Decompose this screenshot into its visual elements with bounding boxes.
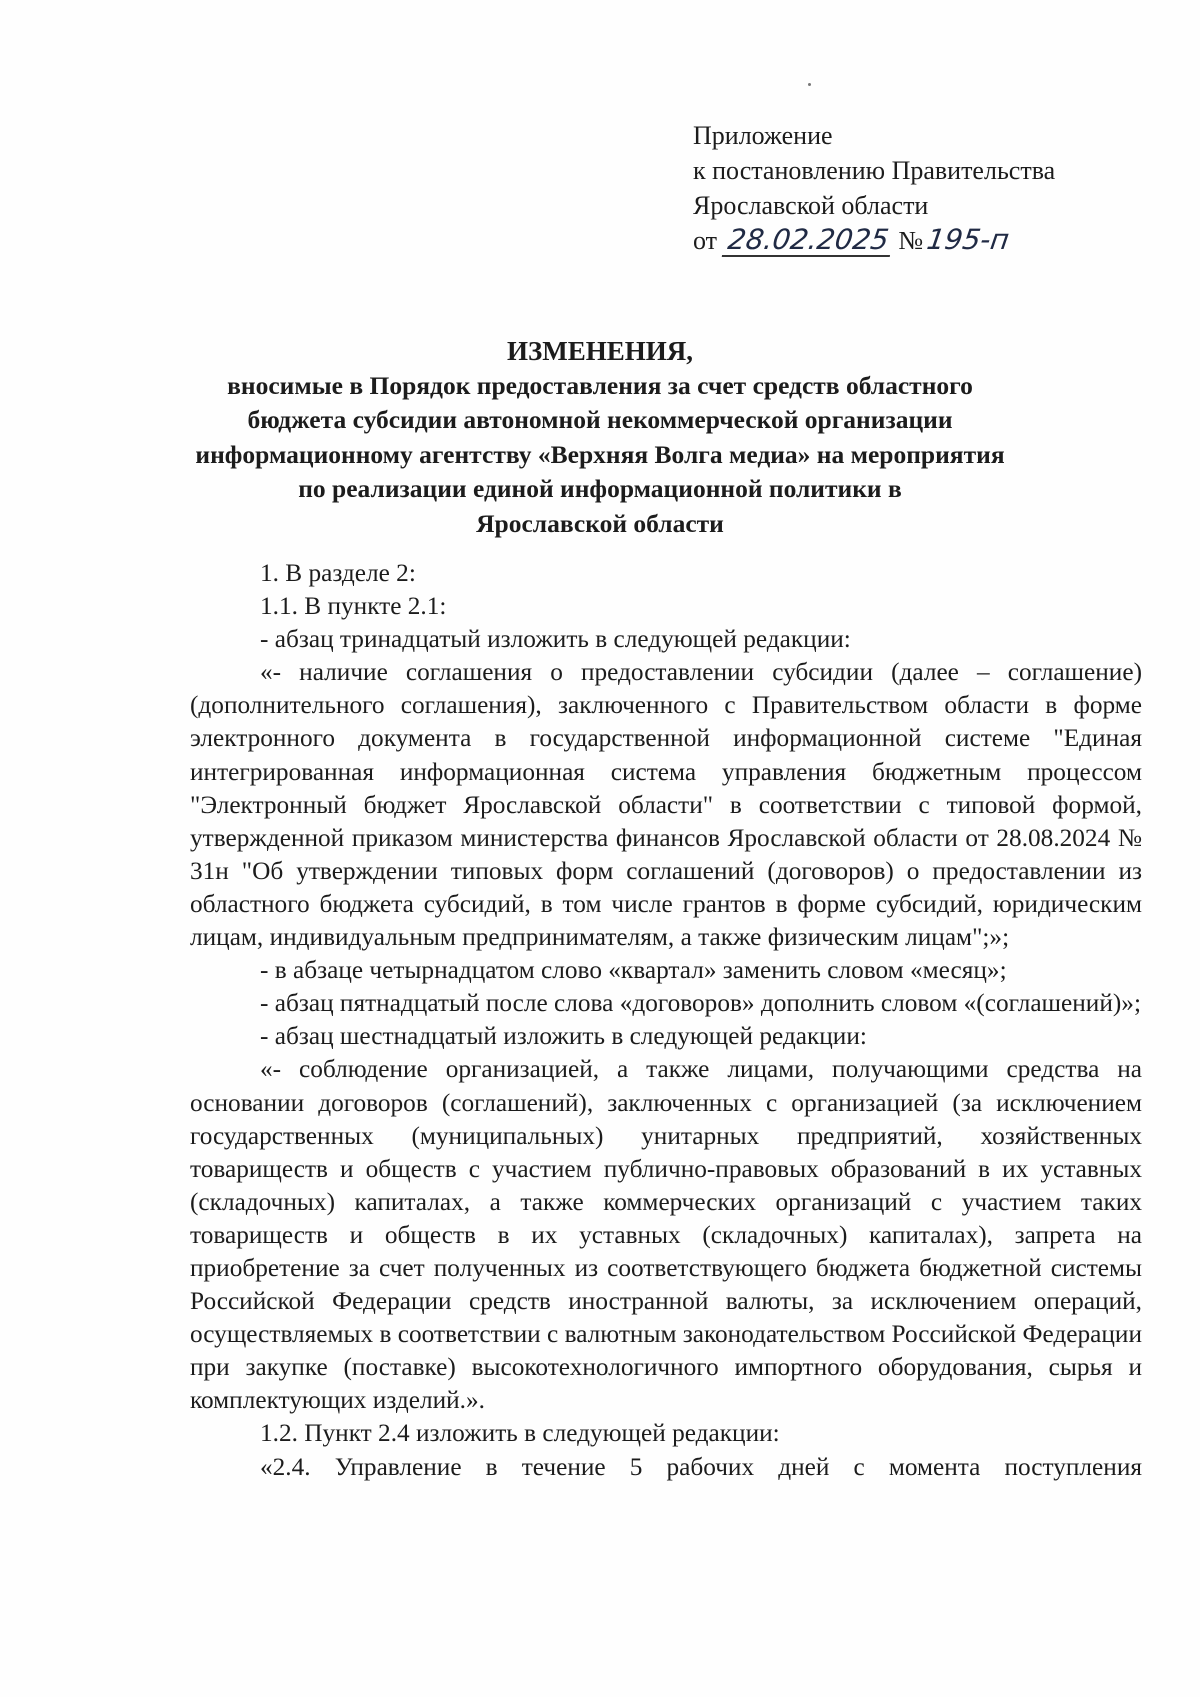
annex-resolution-line: к постановлению Правительства (693, 156, 1056, 185)
title-line: информационному агентству «Верхняя Волга медиа» на мероприятия (195, 439, 1005, 469)
annex-label: Приложение (693, 121, 833, 150)
paragraph-abzac-14: - в абзаце четырнадцатом слово «квартал» заменить словом «месяц»; (260, 956, 1007, 985)
title-line: Ярославской области (476, 508, 724, 538)
scan-speck (808, 83, 811, 86)
document-title (170, 334, 1030, 541)
paragraph-abzac-15: - абзац пятнадцатый после слова «договоров» дополнить словом «(соглашений)»; (260, 989, 1141, 1018)
paragraph-abzac-16-text: «- соблюдение организацией, а также лицами, получающими средства на основании договоров (соглашений), заключенных с организацией (за исключением государственных (муниципальных) унитарных предприятий, хозяйственных товариществ и обществ с участием публично-правовых образований в их уставных (складочных) капиталах, а также коммерческих организаций с участием таких товариществ и обществ в их уставных (складочных) капиталах), запрета на приобретение за счет полученных из соответствующего бюджета бюджетной системы Российской Федерации средств иностранной валюты, за исключением операций, осуществляемых в соответствии с валютным законодательством Российской Федерации при закупке (поставке) высокотехнологичного импортного оборудования, сырья и комплектующих изделий.». (190, 1055, 1143, 1415)
paragraph-abzac-16: - абзац шестнадцатый изложить в следующей редакции: (260, 1022, 867, 1051)
paragraph-abzac-13: - абзац тринадцатый изложить в следующей редакции: (260, 625, 851, 654)
paragraph-item-1-2: 1.2. Пункт 2.4 изложить в следующей редакции: (260, 1419, 780, 1448)
handwritten-number: 195-п (924, 223, 1012, 256)
title-line: вносимые в Порядок предоставления за счет средств областного (227, 370, 973, 400)
annex-date-number-line (693, 223, 1133, 258)
date-prefix: от (693, 226, 718, 255)
paragraph-abzac-13-text: «- наличие соглашения о предоставлении субсидии (далее – соглашение) (дополнительного соглашения), заключенного с Правительством области в форме электронного документа в государственной информационной системе "Единая интегрированная информационная система управления бюджетным процессом "Электронный бюджет Ярославской области" в соответствии с типовой формой, утвержденной приказом министерства финансов Ярославской области от 28.08.2024 № 31н "Об утверждении типовых форм соглашений (договоров) о предоставлении из областного бюджета субсидий, в том числе грантов в форме субсидий, юридическим лицам, индивидуальным предпринимателям, а также физическим лицам";»; (190, 658, 1142, 952)
number-prefix: № (898, 226, 924, 255)
paragraph-item-1-1: 1.1. В пункте 2.1: (260, 592, 447, 621)
paragraph-item-2-4: «2.4. Управление в течение 5 рабочих дней с момента поступления (260, 1452, 1142, 1481)
title-main: ИЗМЕНЕНИЯ, (506, 336, 693, 366)
title-line: бюджета субсидии автономной некоммерческой организации (247, 405, 953, 434)
title-line: по реализации единой информационной политики в (298, 474, 902, 503)
annex-region-line: Ярославской области (693, 191, 929, 220)
handwritten-date: 28.02.2025 (721, 225, 894, 257)
paragraph-section-2: 1. В разделе 2: (260, 559, 416, 587)
document-body (190, 557, 1142, 1484)
annex-header (693, 118, 1133, 258)
